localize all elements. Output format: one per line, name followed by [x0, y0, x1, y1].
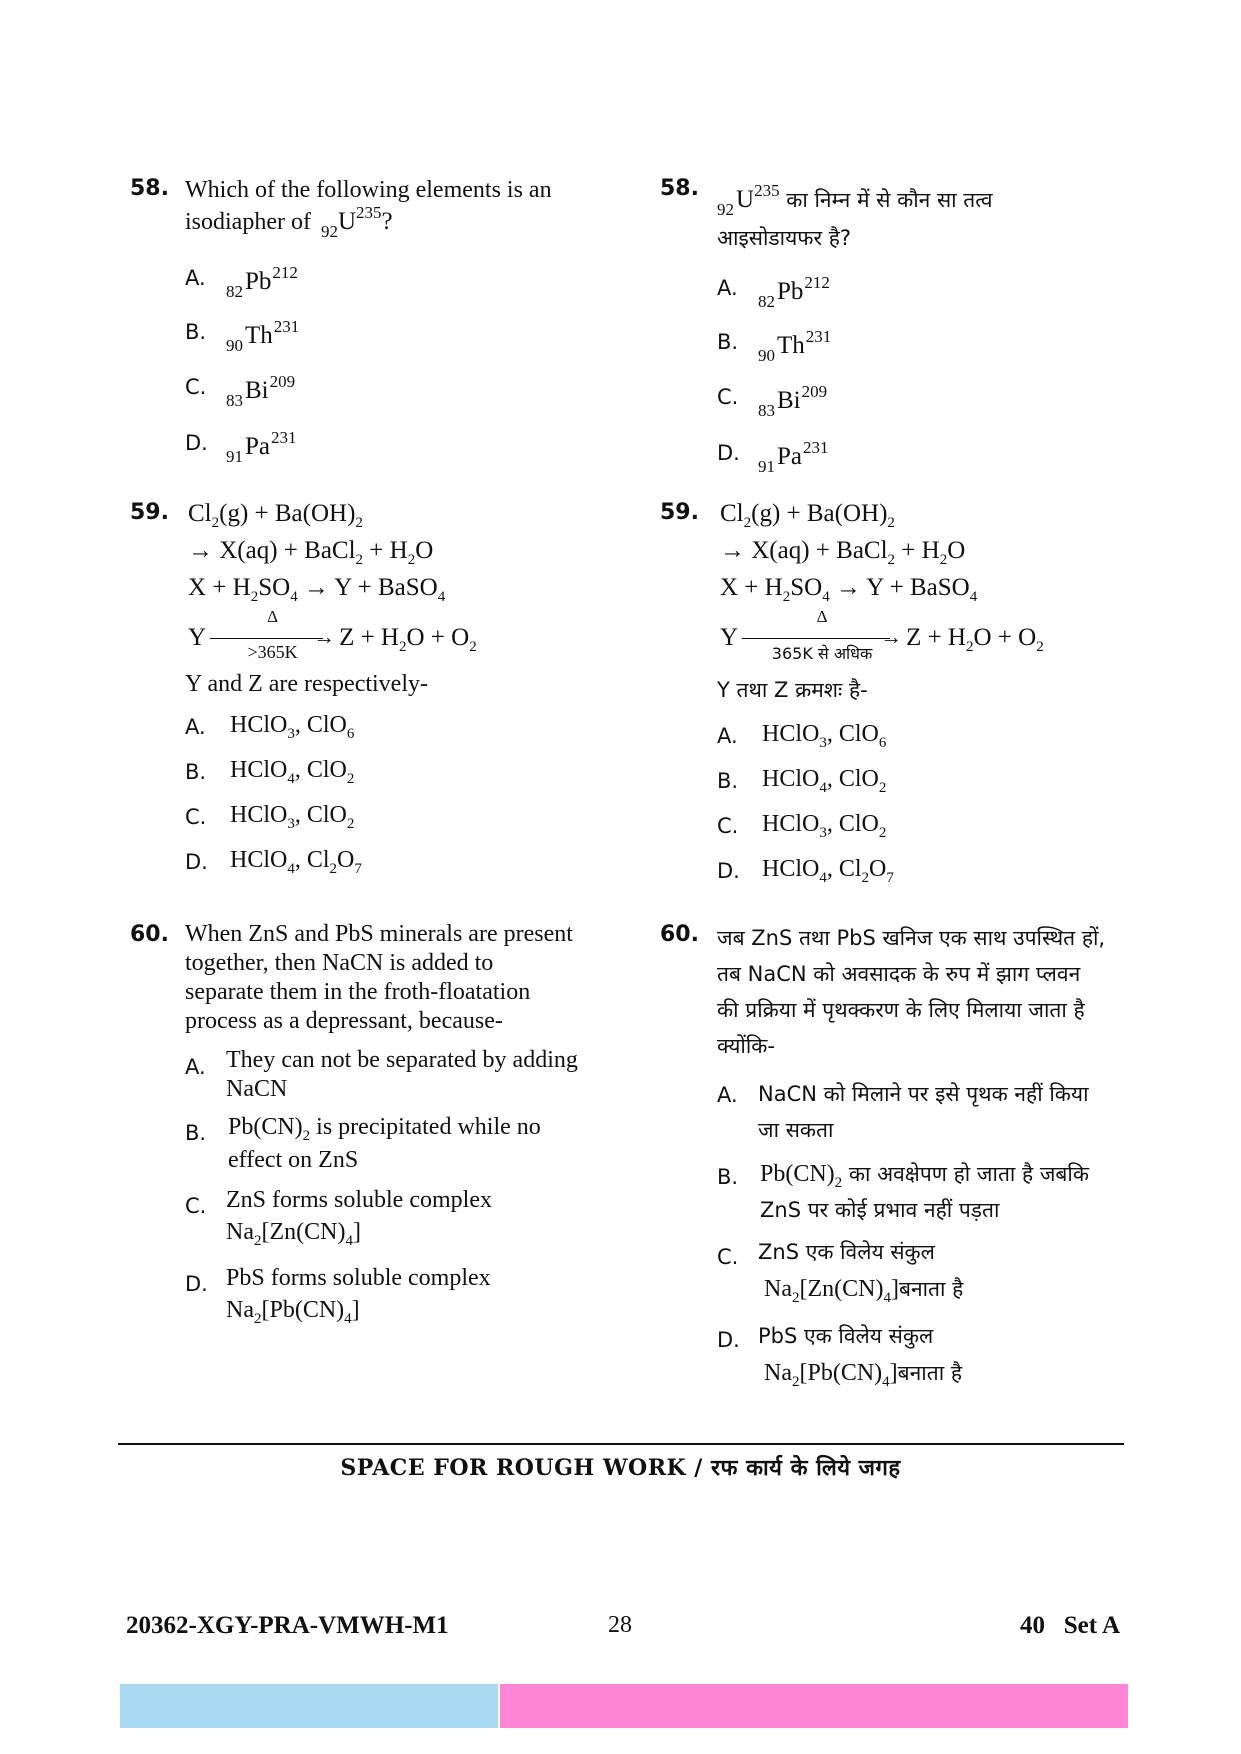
option-c-nuclide[interactable]: $_{83}Bi^{209}$: [226, 372, 296, 410]
option-letter: D.: [717, 1328, 740, 1352]
option-letter: A.: [185, 715, 206, 739]
reaction-line-3: $X + H_2SO_4 \to Y$ + BaSO$_4$: [188, 574, 446, 605]
option-letter: D.: [717, 859, 740, 883]
paper-code: 20362-XGY-PRA-VMWH-M1: [126, 1612, 449, 1639]
option-letter: D.: [185, 431, 208, 455]
option-a-nuclide[interactable]: $_{82}Pb^{212}$: [226, 263, 298, 301]
question-text: Which of the following elements is an isodiapher of $_{92}U^{235}$?: [185, 177, 552, 241]
option-letter: C.: [717, 814, 739, 838]
option-d[interactable]: PbS एक विलेय संकुल $Na_2[Pb(CN)_4]बनाता$ है: [758, 1324, 962, 1390]
option-letter: C.: [185, 375, 207, 399]
reaction-line-1: $Cl_2(g) + Ba(OH)_2$: [188, 500, 363, 531]
question-text: $_{92}U^{235}$ का निम्न में से कौन सा तत्व: [717, 181, 993, 219]
option-b[interactable]: $Pb(CN)_2$ का अवक्षेपण हो जाता है जबकि ZnS पर कोई प्रभाव नहीं पड़ता: [760, 1161, 1089, 1222]
option-letter: A.: [185, 266, 206, 290]
option-a-nuclide[interactable]: $_{82}Pb^{212}$: [758, 273, 830, 311]
option-b[interactable]: $Pb(CN)_2$ is precipitated while no effect on ZnS: [228, 1114, 541, 1173]
question-text: Y तथा Z क्रमशः है-: [717, 678, 868, 702]
option-b[interactable]: HClO$_4$, ClO$_2$: [762, 766, 887, 796]
footer-bar-blue: [120, 1684, 498, 1728]
option-a[interactable]: NaCN को मिलाने पर इसे पृथक नहीं किया जा सकता: [758, 1082, 1089, 1142]
question-number: 58.: [130, 176, 169, 201]
reaction-line-4: Y → Δ >365K $Z + H_2O + O_2$: [188, 607, 477, 663]
question-text-line2: आइसोडायफर है?: [717, 226, 852, 250]
option-c[interactable]: HClO$_3$, ClO$_2$: [762, 811, 887, 841]
question-text: Y and Z are respectively-: [185, 671, 428, 697]
option-c[interactable]: HClO$_3$, ClO$_2$: [230, 802, 355, 832]
option-d-nuclide[interactable]: $_{91}Pa^{231}$: [226, 428, 297, 466]
option-letter: A.: [717, 276, 738, 300]
option-letter: B.: [717, 1165, 739, 1189]
option-letter: A.: [717, 724, 738, 748]
reaction-line-2: → X(aq) + BaCl$_2$ + $H_2O$: [188, 537, 434, 568]
option-letter: B.: [717, 769, 739, 793]
option-b-nuclide[interactable]: $_{90}Th^{231}$: [226, 317, 300, 355]
option-a[interactable]: HClO$_3$, ClO$_6$: [230, 712, 355, 742]
reaction-line-2: → X(aq) + BaCl$_2$ + $H_2O$: [720, 537, 966, 568]
page-number: 28: [608, 1612, 632, 1638]
option-letter: B.: [185, 760, 207, 784]
option-letter: C.: [185, 1194, 207, 1218]
option-d[interactable]: HClO$_4$, $Cl_2O_7$: [230, 847, 362, 877]
option-b-nuclide[interactable]: $_{90}Th^{231}$: [758, 327, 832, 365]
reaction-line-4: Y → Δ 365K से अधिक $Z + H_2O + O_2$: [720, 607, 1044, 664]
option-c[interactable]: ZnS एक विलेय संकुल $Na_2[Zn(CN)_4]बनाता$ है: [758, 1240, 964, 1306]
option-letter: B.: [185, 320, 207, 344]
footer-bar-pink: [500, 1684, 1128, 1728]
option-a[interactable]: They can not be separated by adding NaCN: [226, 1047, 578, 1102]
option-c[interactable]: ZnS forms soluble complex $Na_2[Zn(CN)_4]$: [226, 1187, 492, 1249]
question-number: 58.: [660, 176, 699, 201]
question-text: जब ZnS तथा PbS खनिज एक साथ उपस्थित हों, तब NaCN को अवसादक के रुप में झाग प्लवन की प्रक्रिया में पृथक्करण के लिए मिलाया जाता है क्योंकि-: [717, 926, 1106, 1058]
question-number: 59.: [660, 500, 699, 525]
option-c-nuclide[interactable]: $_{83}Bi^{209}$: [758, 382, 828, 420]
option-letter: C.: [717, 385, 739, 409]
question-text: When ZnS and PbS minerals are present together, then NaCN is added to separate them in the froth-floatation process as a depressant, because-: [185, 921, 573, 1034]
option-d-nuclide[interactable]: $_{91}Pa^{231}$: [758, 438, 829, 476]
reaction-line-1: $Cl_2(g) + Ba(OH)_2$: [720, 500, 895, 531]
option-letter: D.: [717, 441, 740, 465]
rough-work-divider: [118, 1443, 1124, 1445]
rough-work-label: SPACE FOR ROUGH WORK / रफ कार्य के लिये जगह: [340, 1455, 901, 1481]
option-letter: B.: [717, 330, 739, 354]
option-letter: D.: [185, 1272, 208, 1296]
option-b[interactable]: HClO$_4$, ClO$_2$: [230, 757, 355, 787]
option-letter: C.: [185, 805, 207, 829]
option-d[interactable]: PbS forms soluble complex $Na_2[Pb(CN)_4]$: [226, 1265, 491, 1327]
option-d[interactable]: HClO$_4$, $Cl_2O_7$: [762, 856, 894, 886]
option-a[interactable]: HClO$_3$, ClO$_6$: [762, 721, 887, 751]
set-label: 40 Set A: [1020, 1612, 1120, 1639]
option-letter: B.: [185, 1121, 207, 1145]
question-number: 60.: [660, 922, 699, 947]
question-number: 59.: [130, 500, 169, 525]
option-letter: C.: [717, 1245, 739, 1269]
option-letter: D.: [185, 850, 208, 874]
question-number: 60.: [130, 922, 169, 947]
option-letter: A.: [185, 1055, 206, 1079]
reaction-line-3: $X + H_2SO_4 \to Y$ + BaSO$_4$: [720, 574, 978, 605]
option-letter: A.: [717, 1083, 738, 1107]
